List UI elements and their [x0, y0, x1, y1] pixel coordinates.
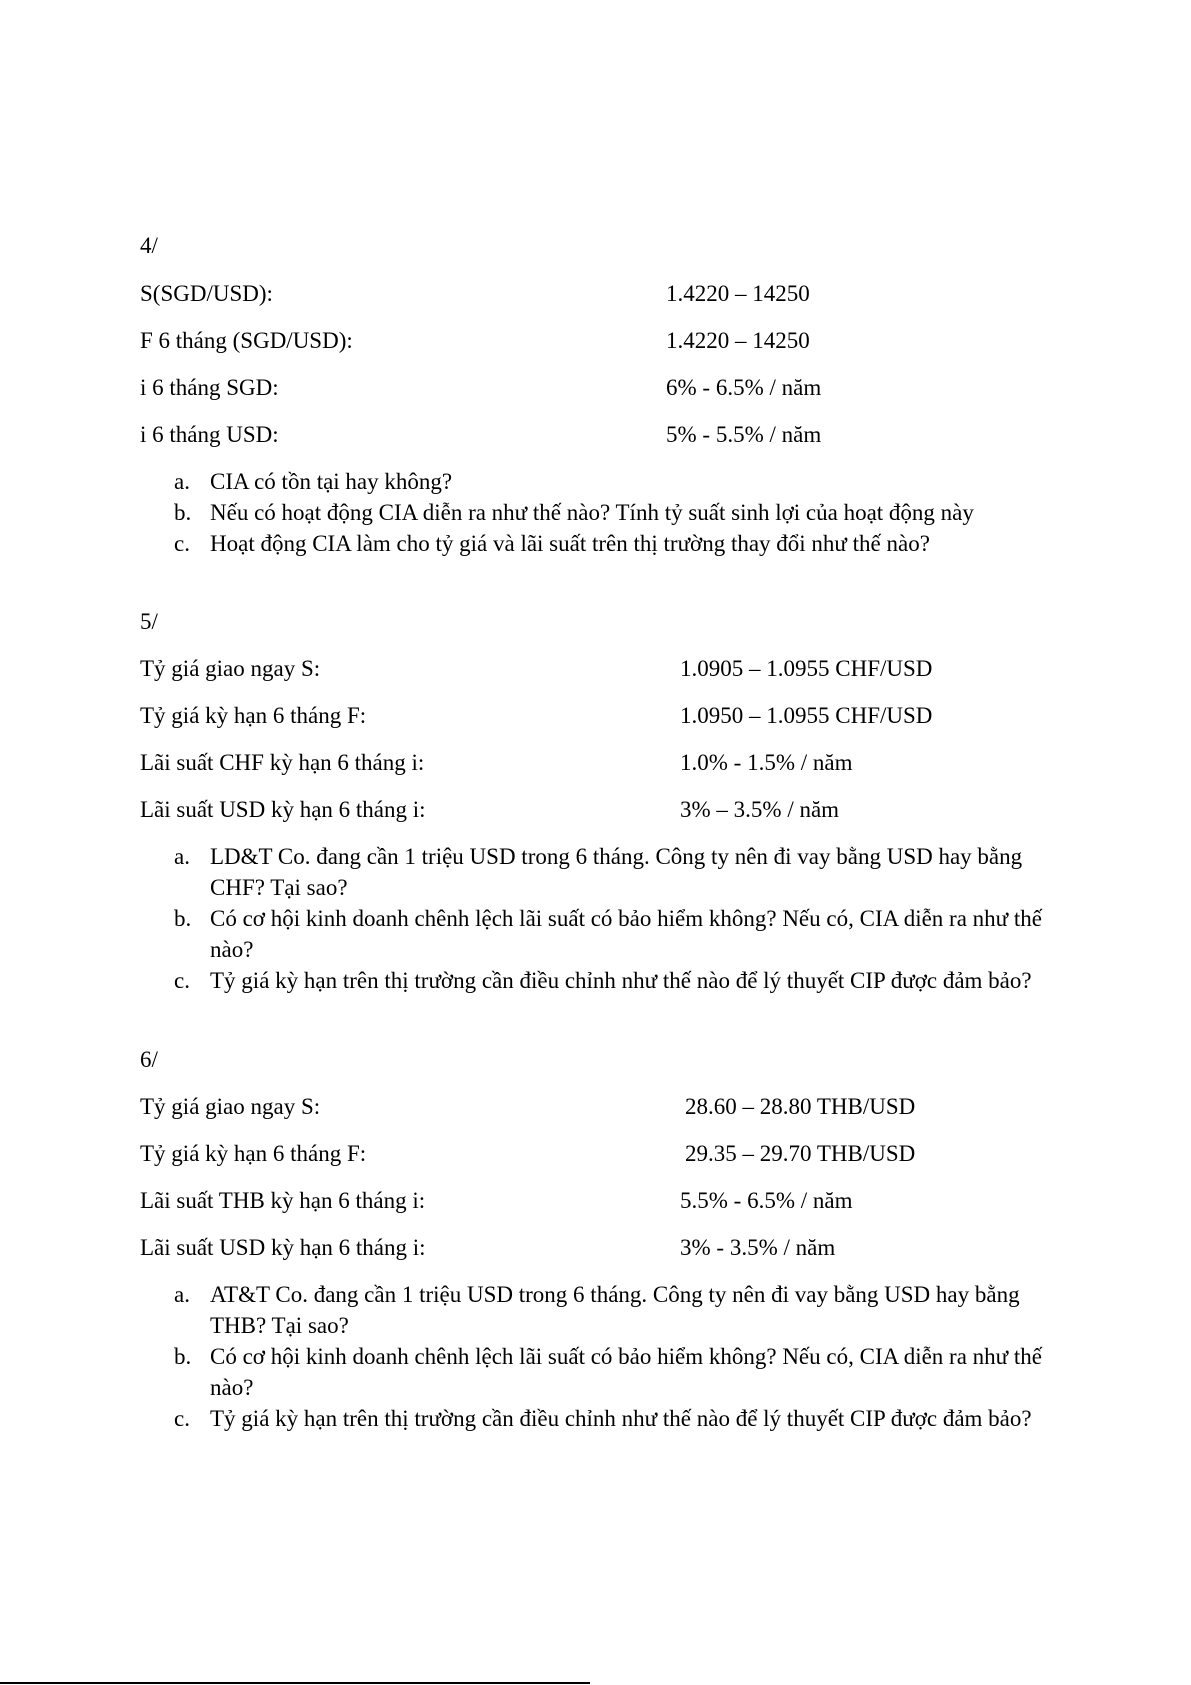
question-text: CIA có tồn tại hay không?	[210, 469, 453, 494]
section-5-row-label: Tỷ giá giao ngay S:	[140, 656, 321, 681]
question-marker: b.	[174, 906, 192, 931]
question-marker: b.	[174, 1344, 192, 1369]
footer-divider	[0, 1682, 590, 1684]
question-marker: a.	[174, 1282, 190, 1307]
section-6-questions	[174, 1279, 1064, 1434]
section-4-row-value: 6% - 6.5% / năm	[666, 375, 822, 400]
question-text: Hoạt động CIA làm cho tỷ giá và lãi suất trên thị trường thay đổi như thế nào?	[210, 531, 930, 556]
question-text: Tỷ giá kỳ hạn trên thị trường cần điều chỉnh như thế nào để lý thuyết CIP được đảm bảo?	[210, 1406, 1032, 1431]
question-item	[174, 497, 1064, 528]
section-4-row-value: 1.4220 – 14250	[666, 281, 810, 306]
section-4-row-label: F 6 tháng (SGD/USD):	[140, 328, 353, 353]
section-5-row-label: Lãi suất USD kỳ hạn 6 tháng i:	[140, 797, 426, 822]
question-item	[174, 1279, 1064, 1341]
question-text: Có cơ hội kinh doanh chênh lệch lãi suất có bảo hiểm không? Nếu có, CIA diễn ra như thế nào?	[210, 906, 1042, 962]
section-5-row-value: 3% – 3.5% / năm	[680, 797, 840, 822]
question-marker: b.	[174, 500, 192, 525]
question-item	[174, 965, 1064, 996]
section-6-row-label: Tỷ giá giao ngay S:	[140, 1094, 321, 1119]
section-5-heading: 5/	[140, 609, 158, 634]
question-marker: a.	[174, 844, 190, 869]
section-6-heading: 6/	[140, 1047, 158, 1072]
question-item	[174, 528, 1064, 559]
section-6-row-value: 28.60 – 28.80 THB/USD	[685, 1094, 916, 1119]
section-4-row-label: i 6 tháng SGD:	[140, 375, 279, 400]
section-6-row-label: Lãi suất USD kỳ hạn 6 tháng i:	[140, 1235, 426, 1260]
section-4-row-value: 1.4220 – 14250	[666, 328, 810, 353]
section-6-row-value: 5.5% - 6.5% / năm	[680, 1188, 853, 1213]
question-marker: c.	[174, 1406, 190, 1431]
section-4-row-label: i 6 tháng USD:	[140, 422, 279, 447]
question-item	[174, 466, 1064, 497]
question-item	[174, 841, 1064, 903]
question-text: Tỷ giá kỳ hạn trên thị trường cần điều chỉnh như thế nào để lý thuyết CIP được đảm bảo?	[210, 968, 1032, 993]
question-marker: c.	[174, 968, 190, 993]
section-5-row-value: 1.0950 – 1.0955 CHF/USD	[680, 703, 933, 728]
question-item	[174, 1341, 1064, 1403]
section-6-row-value: 3% - 3.5% / năm	[680, 1235, 836, 1260]
section-6-row-value: 29.35 – 29.70 THB/USD	[685, 1141, 916, 1166]
question-marker: c.	[174, 531, 190, 556]
section-6-row-label: Tỷ giá kỳ hạn 6 tháng F:	[140, 1141, 367, 1166]
question-marker: a.	[174, 469, 190, 494]
section-4-questions	[174, 466, 1064, 559]
section-4-row-label: S(SGD/USD):	[140, 281, 273, 306]
section-5-questions	[174, 841, 1064, 996]
question-text: Nếu có hoạt động CIA diễn ra như thế nào? Tính tỷ suất sinh lợi của hoạt động này	[210, 500, 974, 525]
question-text: LD&T Co. đang cần 1 triệu USD trong 6 tháng. Công ty nên đi vay bằng USD hay bằng CHF? Tại sao?	[210, 844, 1023, 900]
section-4-heading: 4/	[140, 233, 158, 258]
section-5-row-value: 1.0% - 1.5% / năm	[680, 750, 853, 775]
question-text: AT&T Co. đang cần 1 triệu USD trong 6 tháng. Công ty nên đi vay bằng USD hay bằng THB? Tại sao?	[210, 1282, 1020, 1338]
section-4-row-value: 5% - 5.5% / năm	[666, 422, 822, 447]
section-6-row-label: Lãi suất THB kỳ hạn 6 tháng i:	[140, 1188, 426, 1213]
question-item	[174, 1403, 1064, 1434]
section-5-row-value: 1.0905 – 1.0955 CHF/USD	[680, 656, 933, 681]
section-5-row-label: Lãi suất CHF kỳ hạn 6 tháng i:	[140, 750, 425, 775]
question-text: Có cơ hội kinh doanh chênh lệch lãi suất có bảo hiểm không? Nếu có, CIA diễn ra như thế nào?	[210, 1344, 1042, 1400]
question-item	[174, 903, 1064, 965]
section-5-row-label: Tỷ giá kỳ hạn 6 tháng F:	[140, 703, 367, 728]
